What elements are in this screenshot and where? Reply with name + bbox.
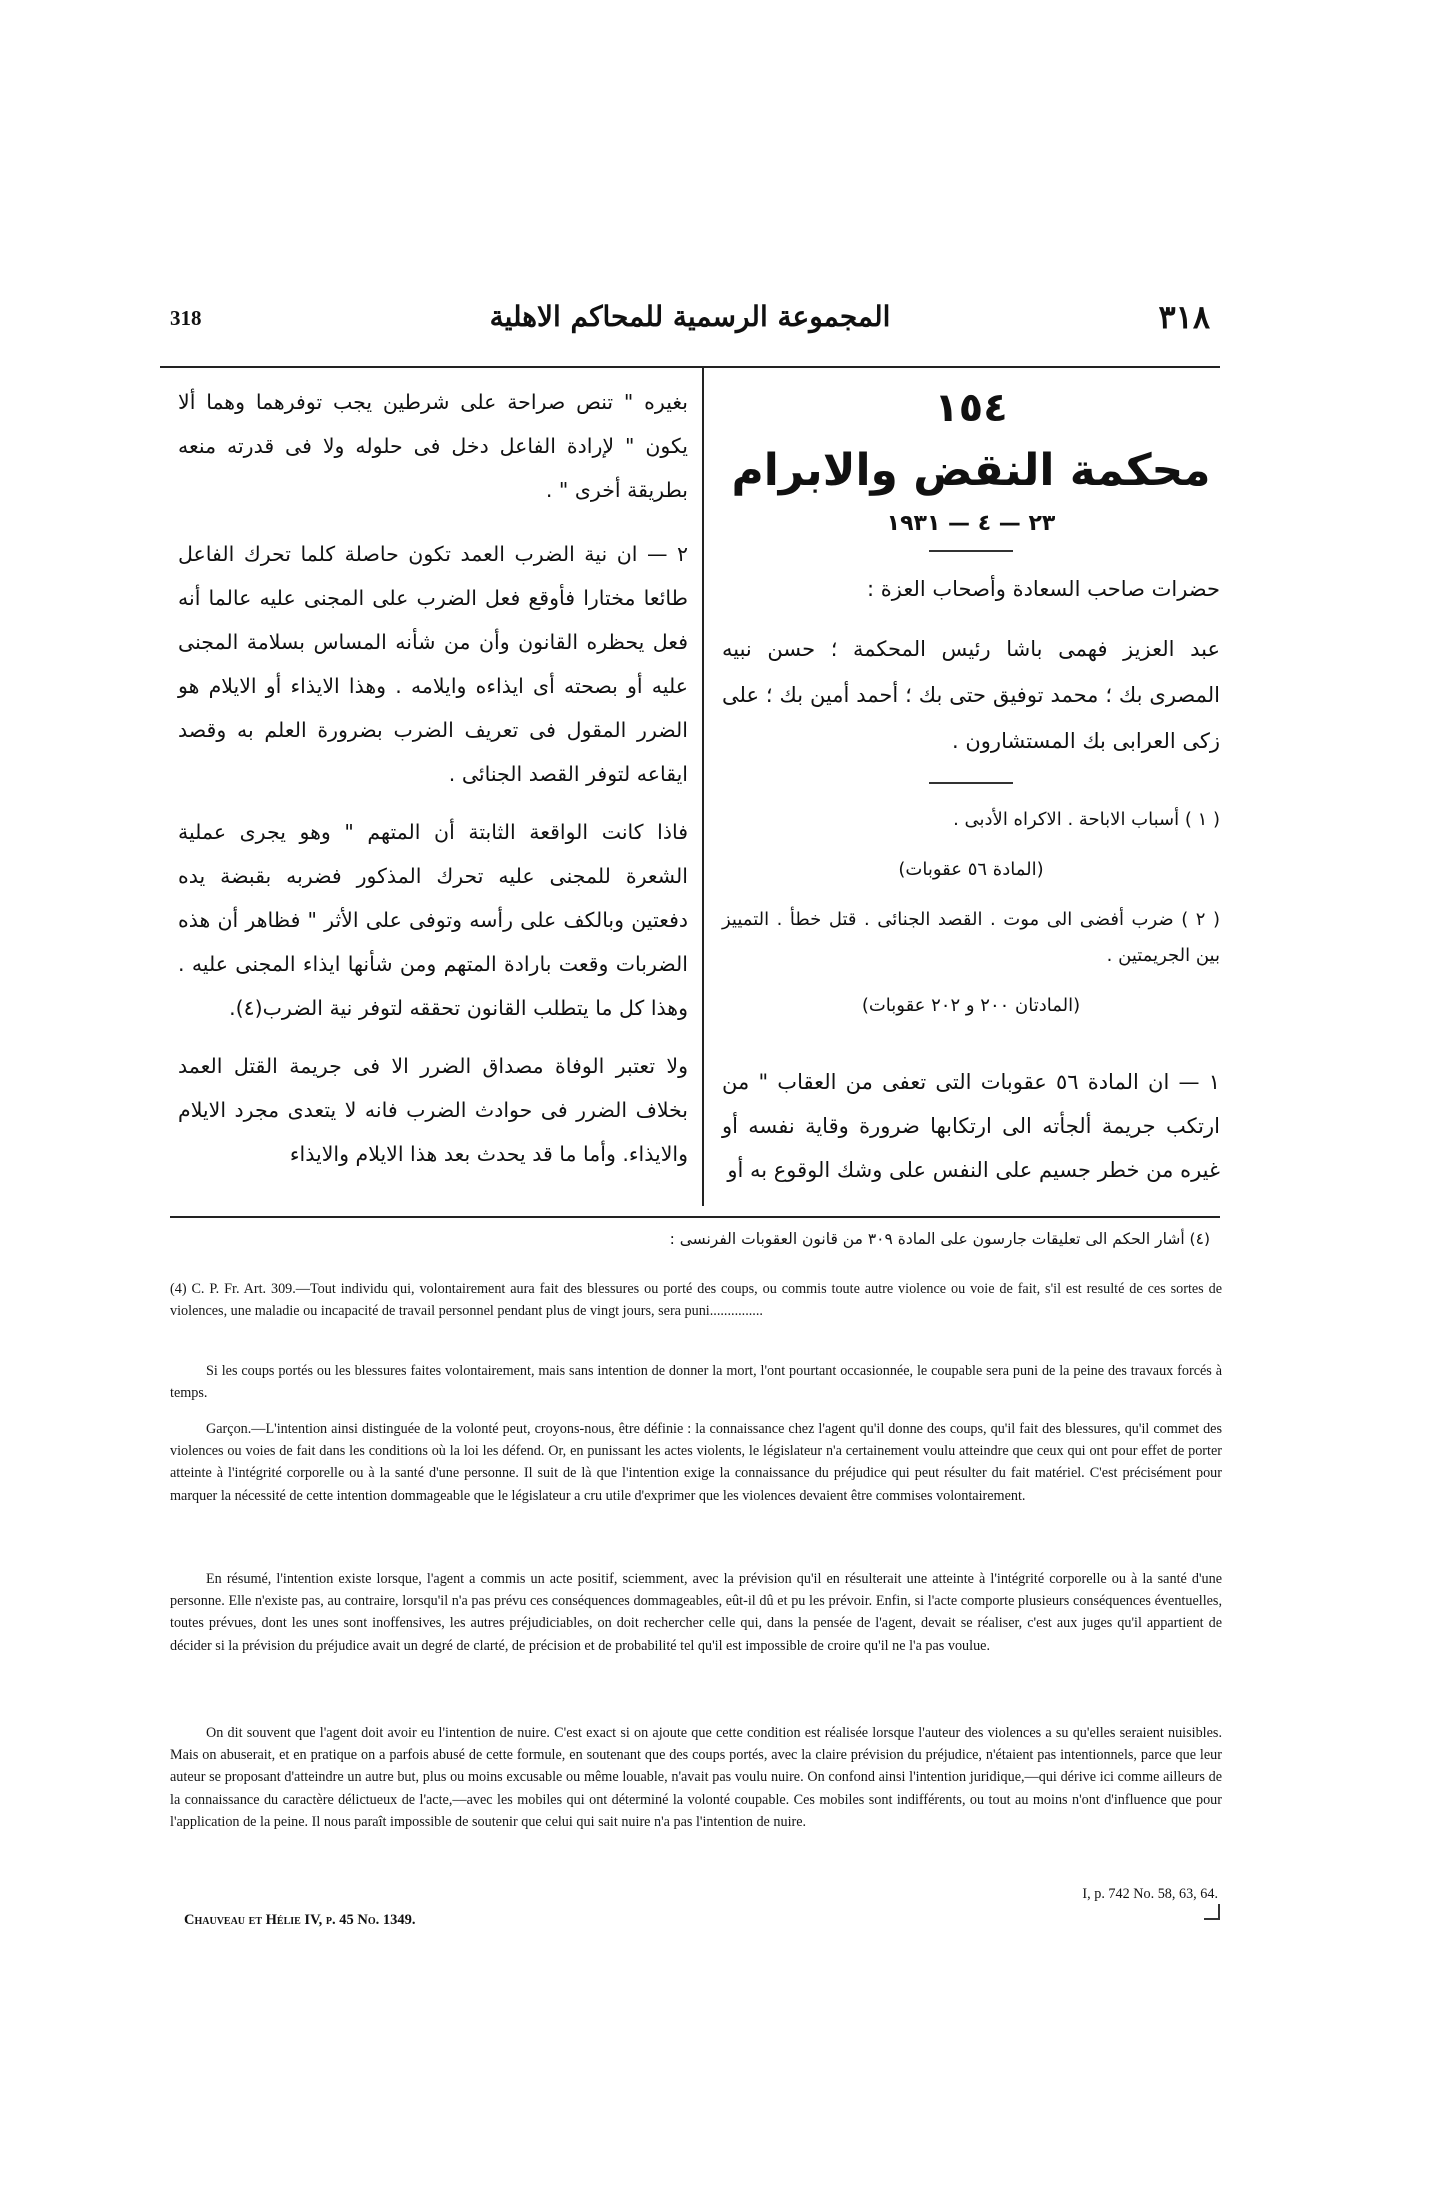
divider — [929, 550, 1013, 552]
principle-paragraph-2: ٢ — ان نية الضرب العمد تكون حاصلة كلما تحرك الفاعل طائعا مختارا فأوقع فعل الضرب على المجنى عليه عالما أنه فعل يحظره القانون وأن من شأنه المساس بسلامة المجنى عليه أو بصحته أى ايذاءه وايلامه . وهذا الايذاء أو الايلام هو الضرر المقول فى تعريف الضرب بضرورة العلم به وقصد ايقاعه لتوفر القصد الجنائى . — [178, 542, 688, 786]
journal-title: المجموعة الرسمية للمحاكم الاهلية — [489, 300, 891, 333]
divider — [929, 782, 1013, 784]
footnote-text: (4) C. P. Fr. Art. 309.—Tout individu qui, volontairement aura fait des blessures ou porté des coups, ou commis toute autre violence ou voie de fait, s'il est resulté de ces sortes de violences, une maladie ou incapacité de travail personnel pendant plus de vingt jours, sera puni............... — [170, 1281, 1222, 1320]
column-divider — [702, 366, 704, 1206]
end-mark — [1204, 1904, 1220, 1920]
right-column — [722, 382, 1220, 1206]
case-number: ١٥٤ — [934, 385, 1008, 431]
footnote-french-2 — [170, 1360, 1222, 1404]
footnote-french-3 — [170, 1418, 1222, 1507]
header-rule — [160, 366, 1220, 368]
headnote-article-1: (المادة ٥٦ عقوبات) — [898, 859, 1044, 880]
page-header — [170, 298, 1210, 350]
court-name: محكمة النقض والابرام — [731, 445, 1211, 496]
principle-paragraph-1: ١ — ان المادة ٥٦ عقوبات التى تعفى من العقاب " من ارتكب جريمة ألجأته الى ارتكابها ضرورة وقاية نفسه أو غيره من خطر جسيم على النفس على وشك الوقوع به أو — [722, 1070, 1220, 1182]
headnote-topic-1: ( ١ ) أسباب الاباحة . الاكراه الأدبى . — [953, 809, 1220, 830]
headnote-article-2: (المادتان ٢٠٠ و ٢٠٢ عقوبات) — [861, 995, 1081, 1016]
page-number-latin: 318 — [170, 306, 202, 330]
headnote-topic-2: ( ٢ ) ضرب أفضى الى موت . القصد الجنائى . قتل خطأ . التمييز بين الجريمتين . — [722, 909, 1220, 966]
footnote-text: On dit souvent que l'agent doit avoir eu l'intention de nuire. C'est exact si on ajoute que cette condition est réalisée lorsque l'auteur des violences a su qu'elles seraient nuisibles. Mais on abuserait, et en pratique on a parfois abusé de cette formule, en soutenant que des coups portés, avec la claire prévision du préjudice, n'étaient pas intentionnels, parce que leur auteur se proposant d'atteindre un autre but, plus ou moins excusable ou même louable, n'avait pas voulu nuire. On confond ainsi l'intention juridique,—qui dérive ici comme ailleurs de la connaissance du caractère délictueux de l'acte,—avec les mobiles qui ont déterminé la volonté coupable. Ces mobiles sont indifférents, ou tout au moins n'ont d'influence que pour l'application de la peine. Il nous paraît impossible de soutenir que celui qui sait nuire n'a pas l'intention de nuire. — [170, 1725, 1222, 1830]
case-date: ٢٣ — ٤ — ١٩٣١ — [886, 511, 1056, 536]
death-paragraph: ولا تعتبر الوفاة مصداق الضرر الا فى جريمة القتل العمد بخلاف الضرر فى حوادث الضرب فانه لا يتعدى مجرد الايلام والايذاء. وأما ما قد يحدث بعد هذا الايلام والايذاء — [178, 1054, 688, 1166]
facts-paragraph: فاذا كانت الواقعة الثابتة أن المتهم " وهو يجرى عملية الشعرة للمجنى عليه تحرك المذكور فضربه بقبضة يده دفعتين وبالكف على رأسه وتوفى على الأثر " فظاهر أن هذه الضربات وقعت بارادة المتهم ومن شأنها ايذاء المجنى عليه . وهذا كل ما يتطلب القانون تحققه لتوفر نية الضرب(٤). — [178, 820, 688, 1020]
citation-chauveau: Chauveau et Hélie IV, p. 45 No. 1349. — [184, 1912, 416, 1928]
footnote-french-5 — [170, 1722, 1222, 1833]
page-number-arabic: ٣١٨ — [1158, 298, 1210, 336]
left-column — [178, 380, 688, 1190]
footnote-text: Garçon.—L'intention ainsi distinguée de la volonté peut, croyons-nous, être définie : la connaissance chez l'agent qu'il donne des coups, qu'il fait des blessures, qu'il commet des violences ou voies de fait dans les conditions où la loi les défend. Or, en punissant les actes violents, le législateur n'a certainement voulu atteindre que ceux qui ont pour effet de porter atteinte à l'intégrité corporelle ou à la santé d'une personne. Il suit de là que l'intention exige la connaissance du préjudice qui peut résulter du fait matériel. C'est précisément pour marquer la nécessité de cette intention dommageable que le législateur a cru utile d'exprimer que les violences devaient être commises volontairement. — [170, 1421, 1222, 1504]
paragraph-continuation: بغيره " تنص صراحة على شرطين يجب توفرهما وهما ألا يكون " لإرادة الفاعل دخل فى حلوله ولا فى قدرته منعه بطريقة أخرى " . — [178, 390, 688, 502]
footnote-text: Si les coups portés ou les blessures faites volontairement, mais sans intention de donner la mort, l'ont pourtant occasionnée, le coupable sera puni de la peine des travaux forcés à temps. — [170, 1363, 1222, 1402]
footnote-french-4 — [170, 1568, 1222, 1657]
judges-intro: حضرات صاحب السعادة وأصحاب العزة : — [866, 577, 1220, 601]
judges-list: عبد العزيز فهمى باشا رئيس المحكمة ؛ حسن نبيه المصرى بك ؛ محمد توفيق حتى بك ؛ أحمد أمين بك ؛ على زكى العرابى بك المستشارون . — [722, 637, 1220, 753]
citation-garcon: I, p. 742 No. 58, 63, 64. — [1082, 1886, 1218, 1902]
footnote-rule — [170, 1216, 1220, 1218]
footnote-text: En résumé, l'intention existe lorsque, l'agent a commis un acte positif, sciemment, avec la prévision qu'il en résulterait une atteinte à l'intégrité corporelle ou à la santé d'une personne. Elle n'existe pas, au contraire, lorsqu'il n'a pas prévu ces conséquences dommageables, eût-il dû et pu les prévoir. Enfin, si l'acte comporte plusieurs conséquences éventuelles, toutes prévues, dont les unes sont inoffensives, les autres préjudiciables, on doit rechercher celle qui, dans la pensée de l'agent, devait se réaliser, c'est aux juges qu'il appartient de décider si la prévision du préjudice avait un degré de clarté, de précision et de probabilité tel qu'il est impossible de croire qu'il ne l'a pas voulue. — [170, 1571, 1222, 1654]
footnote-french-1 — [170, 1278, 1222, 1322]
footnote-arabic: (٤) أشار الحكم الى تعليقات جارسون على المادة ٣٠٩ من قانون العقوبات الفرنسى : — [669, 1230, 1210, 1248]
